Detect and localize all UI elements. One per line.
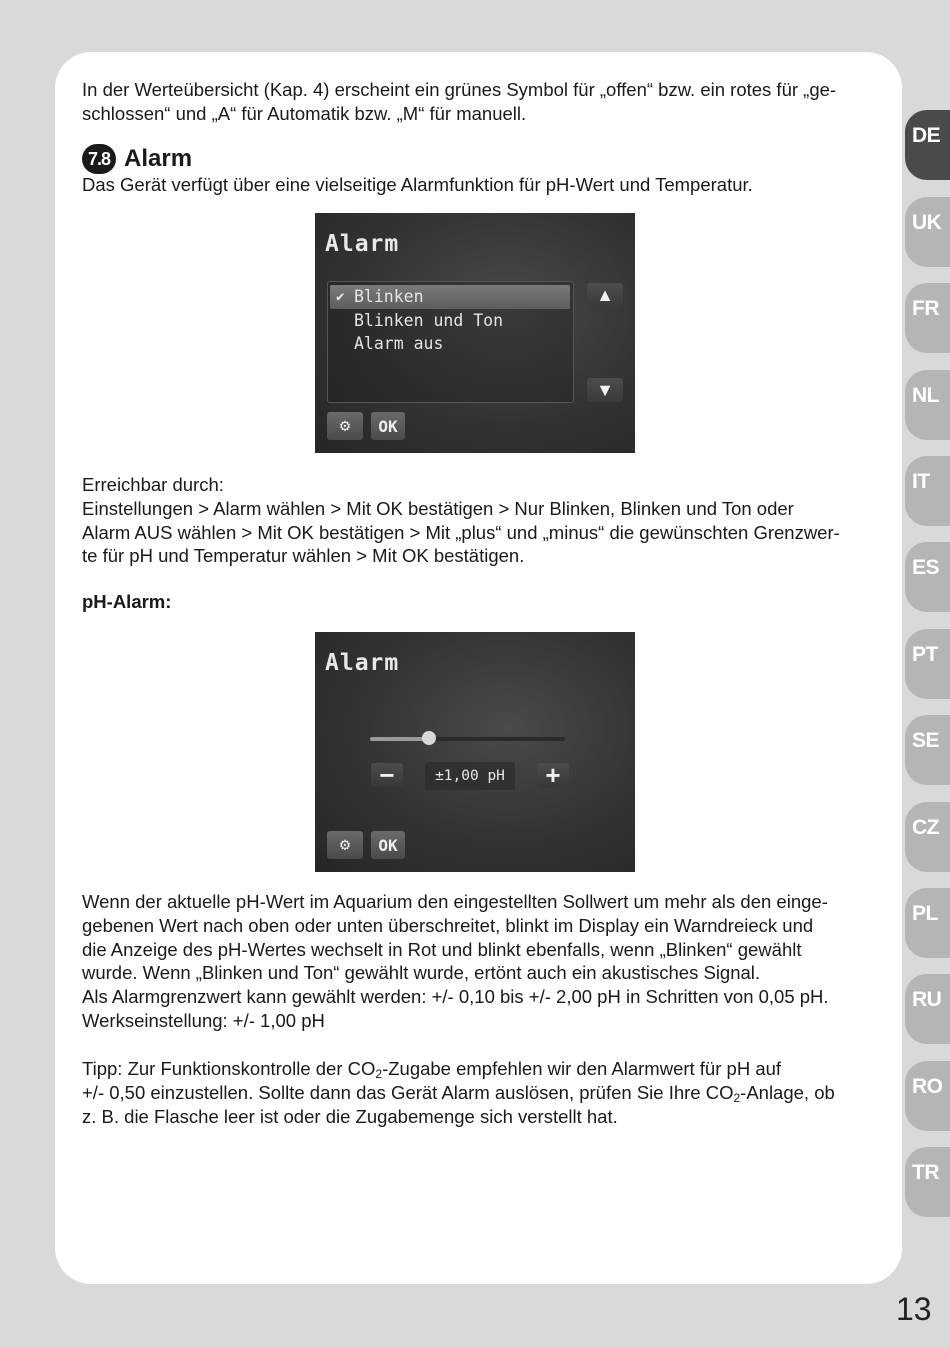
tip-paragraph [82,1057,872,1128]
slider-handle[interactable] [422,731,436,745]
lang-tab-nl[interactable]: NL [905,370,950,440]
description-line: Das Gerät verfügt über eine vielseitige Alarmfunktion für pH-Wert und Temperatur. [82,174,753,195]
page-number: 13 [896,1291,932,1327]
lang-tab-se[interactable]: SE [905,715,950,785]
arrow-down-icon: ▼ [596,379,614,400]
lang-tab-es[interactable]: ES [905,542,950,612]
lang-tab-it[interactable]: IT [905,456,950,526]
list-item-blinken[interactable] [330,285,570,309]
scroll-up-button[interactable] [587,283,623,307]
ok-button[interactable]: OK [371,831,405,859]
list-item-alarm-aus[interactable] [330,332,570,356]
scroll-down-button[interactable] [587,378,623,402]
reach-line: Alarm AUS wählen > Mit OK bestätigen > Mit „plus“ und „minus“ die gewünschten Grenzwer- [82,521,840,543]
lang-tab-fr[interactable]: FR [905,283,950,353]
tip-text: -Anlage, ob [740,1081,835,1103]
intro-line: schlossen“ und „A“ für Automatik bzw. „M“ für manuell. [82,102,527,124]
lang-tab-pl[interactable]: PL [905,888,950,958]
intro-paragraph [82,78,872,126]
list-item-label: Blinken und Ton [354,311,504,330]
plus-icon: + [545,760,561,790]
ph-slider[interactable] [370,737,565,741]
body-paragraph [82,890,872,1033]
alarm-mode-screen [315,213,635,453]
minus-button[interactable] [371,760,403,790]
slider-fill [370,737,429,741]
settings-button[interactable] [327,831,363,859]
minus-icon: − [379,760,395,790]
body-line: Werkseinstellung: +/- 1,00 pH [82,1009,325,1031]
screen-title: Alarm [325,231,400,257]
lang-tab-uk[interactable]: UK [905,197,950,267]
ok-button[interactable]: OK [371,412,405,440]
tip-text: +/- 0,50 einzustellen. Sollte dann das Gerät Alarm auslösen, prüfen Sie Ihre CO [82,1081,734,1103]
section-header [82,143,192,175]
tip-line [82,1057,872,1081]
reach-line: Einstellungen > Alarm wählen > Mit OK bestätigen > Nur Blinken, Blinken und Ton oder [82,497,794,519]
tip-line [82,1081,872,1105]
lang-tab-ru[interactable]: RU [905,974,950,1044]
body-line: gebenen Wert nach oben oder unten überschreitet, blinkt im Display ein Warndreieck und [82,914,814,936]
settings-button[interactable] [327,412,363,440]
list-item-label: Blinken [354,287,424,306]
lang-tab-tr[interactable]: TR [905,1147,950,1217]
lang-tab-cz[interactable]: CZ [905,802,950,872]
arrow-up-icon: ▲ [596,284,614,305]
subscript: 2 [375,1067,383,1081]
body-line: die Anzeige des pH-Wertes wechselt in Rot und blinkt ebenfalls, wenn „Blinken“ gewählt [82,938,802,960]
gear-icon: ⚙ [339,416,351,436]
reach-paragraph [82,473,872,568]
ph-alarm-heading: pH-Alarm: [82,591,172,612]
tip-text: -Zugabe empfehlen wir den Alarmwert für pH auf [382,1058,782,1079]
intro-line: In der Werteübersicht (Kap. 4) erscheint ein grünes Symbol für „offen“ bzw. ein rotes für „ge- [82,79,837,100]
lang-tab-pt[interactable]: PT [905,629,950,699]
reach-line: Erreichbar durch: [82,474,224,495]
section-title: Alarm [124,145,193,172]
ph-alarm-screen [315,632,635,872]
section-description [82,173,872,197]
alarm-mode-list [327,281,574,403]
list-item-label: Alarm aus [354,334,444,353]
screen-title: Alarm [325,650,400,676]
lang-tab-de[interactable]: DE [905,110,950,180]
reach-line: te für pH und Temperatur wählen > Mit OK bestätigen. [82,545,525,567]
tip-text: Tipp: Zur Funktionskontrolle der CO [82,1058,376,1079]
plus-button[interactable] [537,760,569,790]
subscript: 2 [733,1090,741,1105]
check-icon: ✔ [336,289,345,305]
list-item-blinken-und-ton[interactable] [330,309,570,333]
lang-tab-ro[interactable]: RO [905,1061,950,1131]
gear-icon: ⚙ [339,835,351,855]
body-line: Als Alarmgrenzwert kann gewählt werden: +/- 0,10 bis +/- 2,00 pH in Schritten von 0,05 pH. [82,986,829,1008]
body-line: Wenn der aktuelle pH-Wert im Aquarium den eingestellten Sollwert um mehr als den einge- [82,891,828,912]
body-line: wurde. Wenn „Blinken und Ton“ gewählt wurde, ertönt auch ein akustisches Signal. [82,962,761,984]
tip-line: z. B. die Flasche leer ist oder die Zugabemenge sich verstellt hat. [82,1105,618,1127]
section-number-badge: 7.8 [82,144,116,174]
ph-value-display: ±1,00 pH [425,762,515,790]
